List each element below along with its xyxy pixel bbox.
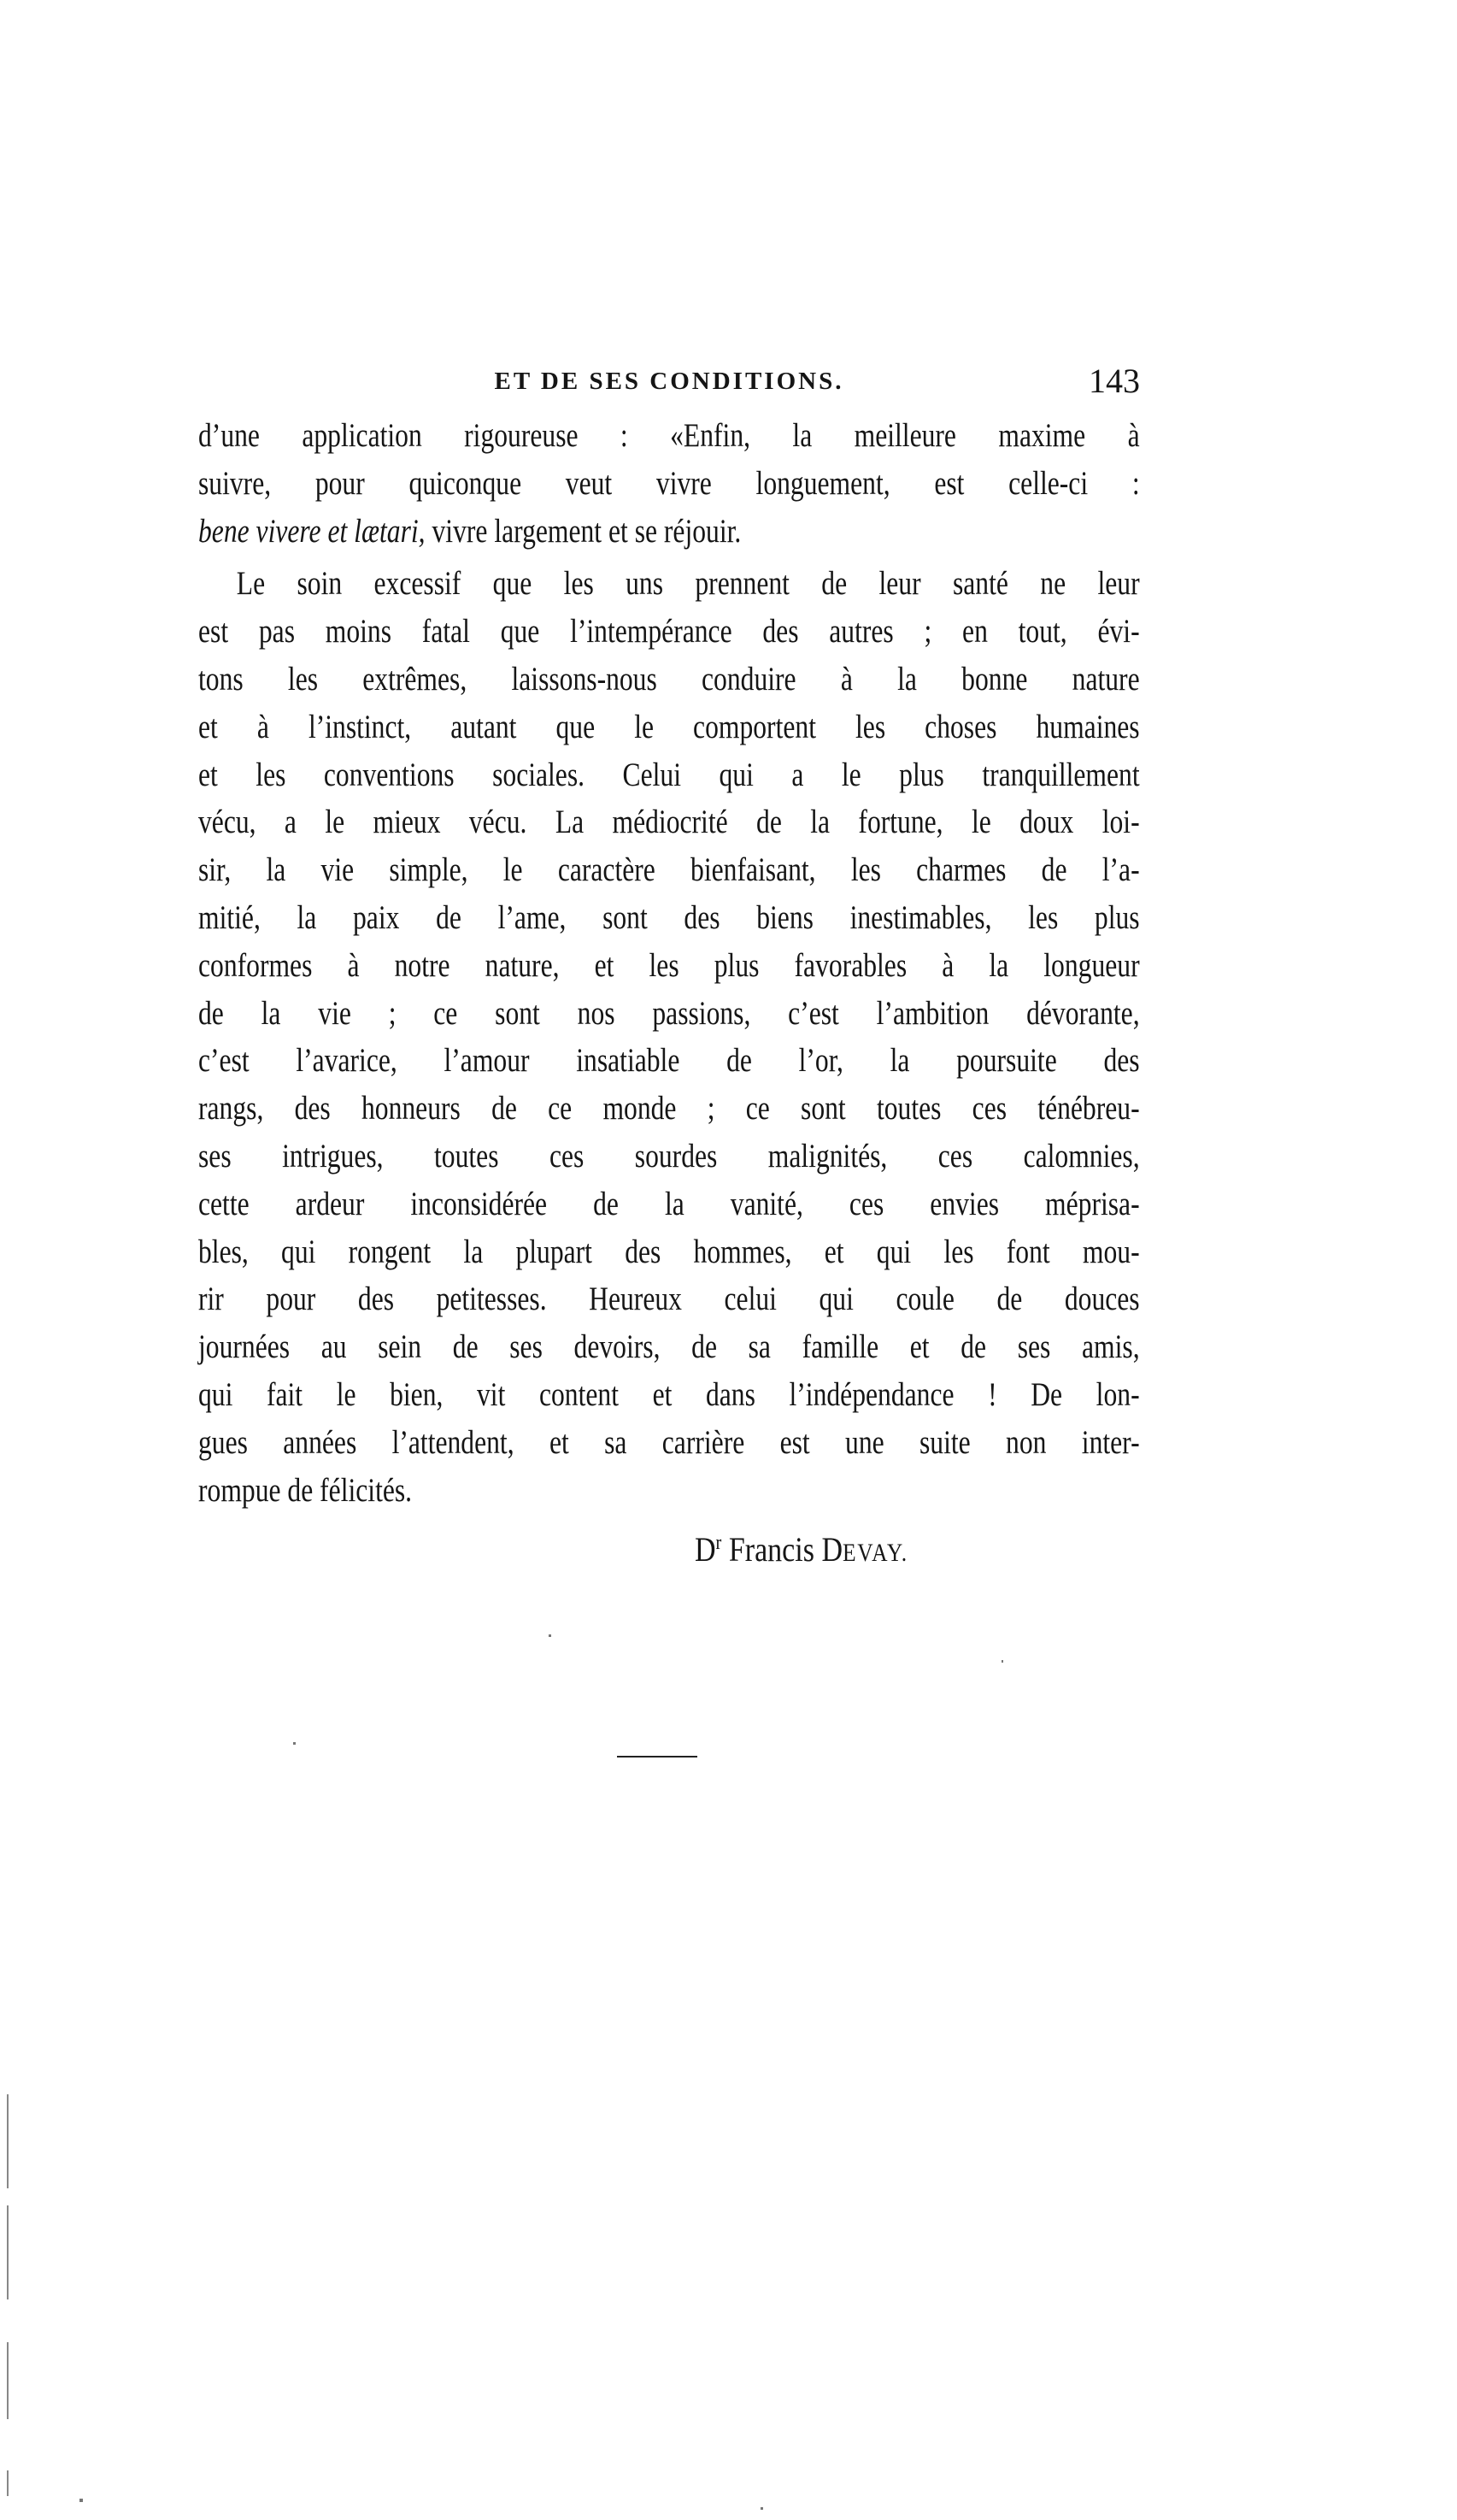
signature-title: D xyxy=(695,1530,716,1569)
text-line: de la vie ; ce sont nos passions, c’est l’ambition dévorante, xyxy=(198,993,1140,1032)
text-line: ses intrigues, toutes ces sourdes malignités, ces calomnies, xyxy=(198,1136,1140,1175)
scan-margin-mark xyxy=(7,2094,9,2188)
text-line: rir pour des petitesses. Heureux celui qui coule de douces xyxy=(198,1280,1140,1318)
text-line: journées au sein de ses devoirs, de sa famille et de ses amis, xyxy=(198,1328,1140,1366)
running-head xyxy=(198,361,1140,403)
author-signature xyxy=(695,1529,908,1569)
text-line: suivre, pour quiconque veut vivre longuement, est celle-ci : xyxy=(198,463,1140,502)
scan-speck xyxy=(549,1634,551,1637)
text-line: sir, la vie simple, le caractère bienfaisant, les charmes de l’a- xyxy=(198,851,1140,889)
latin-phrase: bene vivere et lætari, xyxy=(198,511,426,550)
scan-speck xyxy=(761,2507,763,2510)
text-line: d’une application rigoureuse : «Enfin, la meilleure maxime à xyxy=(198,416,1140,454)
signature-surname: EVAY. xyxy=(843,1539,908,1567)
signature-first-name: Francis xyxy=(728,1530,814,1569)
scan-margin-mark xyxy=(7,2470,9,2496)
text-line: rompue de félicités. xyxy=(198,1470,413,1509)
text-line: bles, qui rongent la plupart des hommes, et qui les font mou- xyxy=(198,1232,1140,1270)
signature-surname-initial: D xyxy=(821,1530,843,1569)
scan-margin-mark xyxy=(7,2342,9,2419)
text-line: conformes à notre nature, et les plus favorables à la longueur xyxy=(198,945,1140,984)
scan-margin-mark xyxy=(7,2205,9,2299)
text-line: est pas moins fatal que l’intempérance des autres ; en tout, évi- xyxy=(198,612,1140,651)
text-line: mitié, la paix de l’ame, sont des biens inestimables, les plus xyxy=(198,898,1140,936)
scan-speck xyxy=(1002,1660,1003,1663)
text-line: et à l’instinct, autant que le comportent les choses humaines xyxy=(198,707,1140,745)
text-line: Le soin excessif que les uns prennent de leur santé ne leur xyxy=(236,564,1140,603)
signature-title-sup: r xyxy=(715,1532,722,1554)
page-number: 143 xyxy=(1089,362,1140,400)
text-line: cette ardeur inconsidérée de la vanité, ces envies méprisa- xyxy=(198,1184,1140,1222)
scan-speck xyxy=(79,2499,83,2502)
text-line: vécu, a le mieux vécu. La médiocrité de la fortune, le doux loi- xyxy=(198,803,1140,841)
section-rule xyxy=(617,1756,697,1758)
text-fragment: vivre largement et se réjouir. xyxy=(425,511,742,550)
text-line: c’est l’avarice, l’amour insatiable de l’or, la poursuite des xyxy=(198,1041,1140,1080)
body-text xyxy=(198,412,1140,1514)
text-line: et les conventions sociales. Celui qui a le plus tranquillement xyxy=(198,755,1140,793)
text-line: gues années l’attendent, et sa carrière est une suite non inter- xyxy=(198,1422,1140,1461)
scan-speck xyxy=(293,1742,296,1745)
text-line xyxy=(198,508,1140,556)
text-line: tons les extrêmes, laissons-nous conduire à la bonne nature xyxy=(198,659,1140,698)
text-line: rangs, des honneurs de ce monde ; ce sont toutes ces ténébreu- xyxy=(198,1089,1140,1128)
running-title: ET DE SES CONDITIONS. xyxy=(494,368,844,395)
text-line: qui fait le bien, vit content et dans l’indépendance ! De lon- xyxy=(198,1375,1140,1413)
